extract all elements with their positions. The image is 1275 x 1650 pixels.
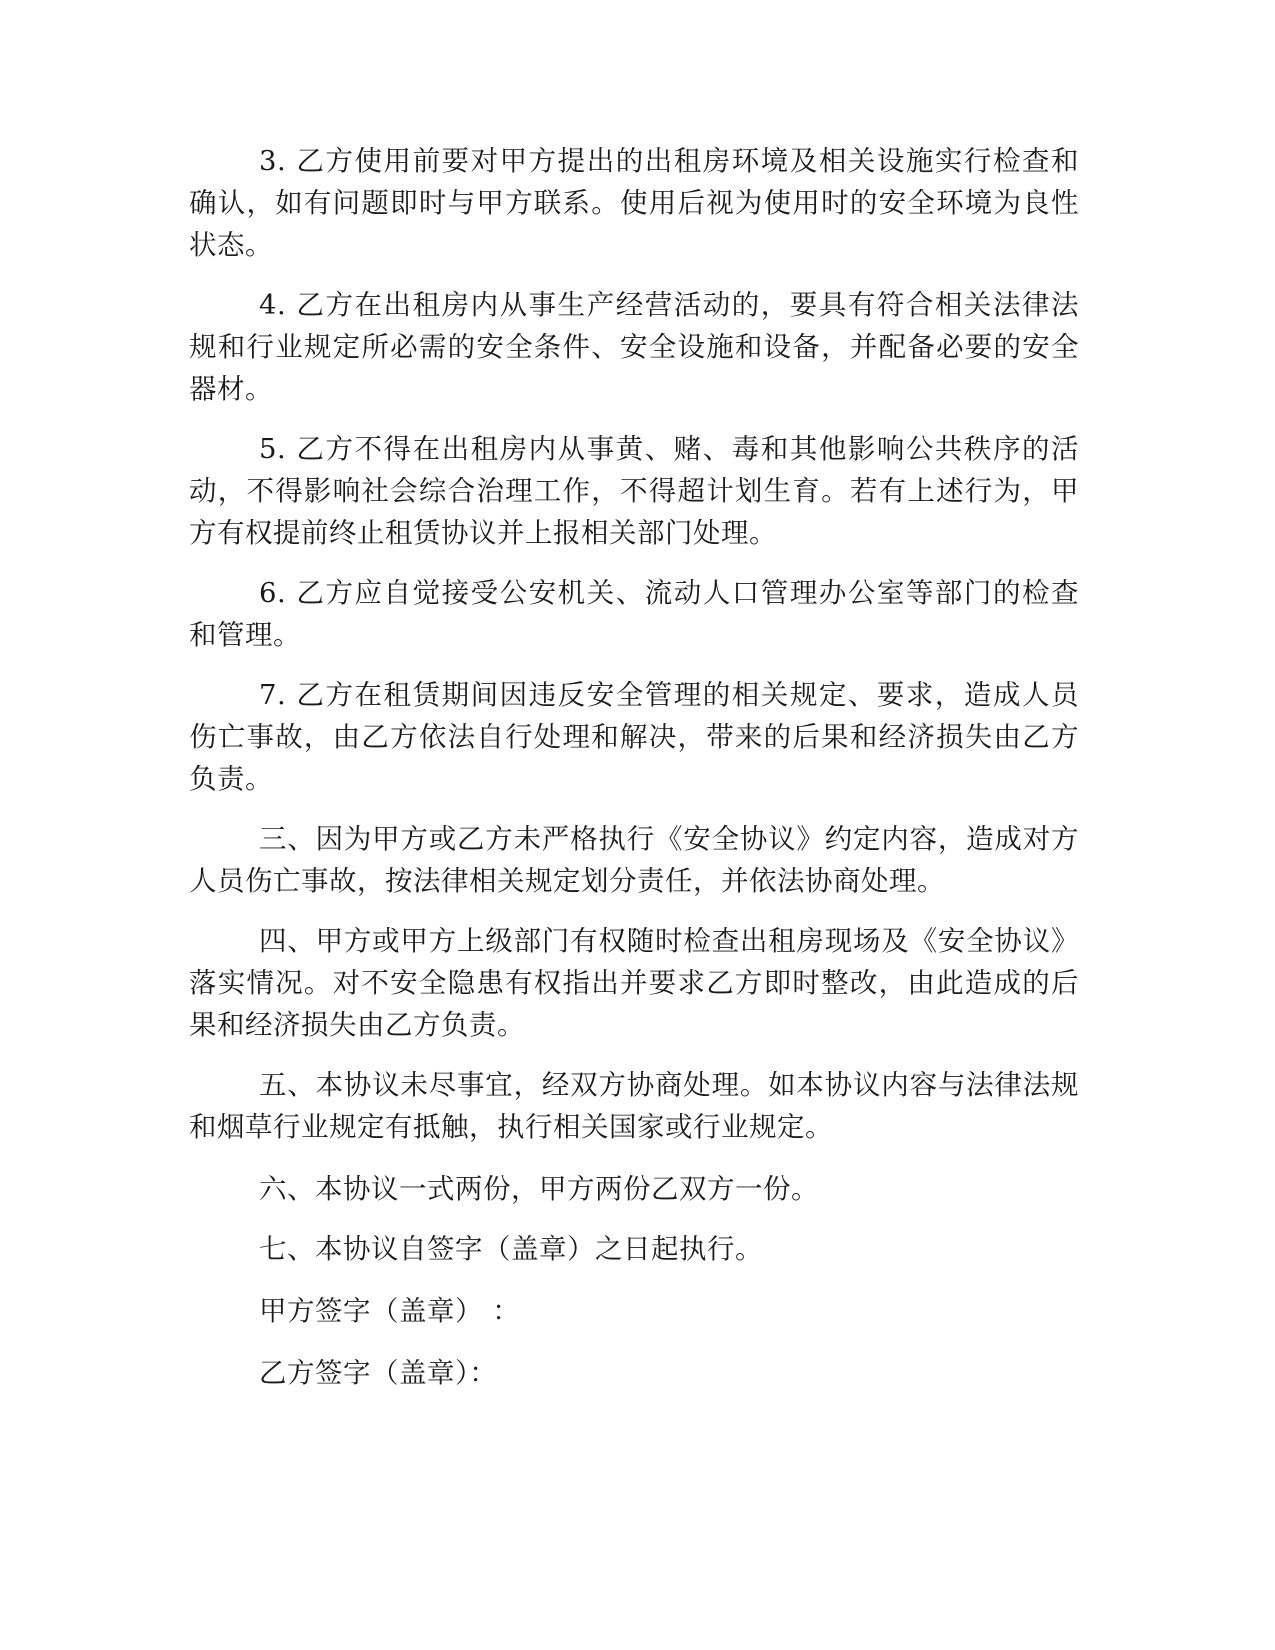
paragraph-section-6: 六、本协议一式两份，甲方两份乙双方一份。	[259, 1173, 819, 1205]
paragraph-section-4: 四、甲方或甲方上级部门有权随时检查出租房现场及《安全协议》落实情况。对不安全隐患有权指出并要求乙方即时整改，由此造成的后果和经济损失由乙方负责。	[189, 925, 1079, 1041]
party-a-signature-line: 甲方签字（盖章） ：	[259, 1295, 521, 1327]
paragraph-clause-4: 4. 乙方在出租房内从事生产经营活动的，要具有符合相关法律法规和行业规定所必需的安全条件、安全设施和设备，并配备必要的安全器材。	[189, 289, 1079, 405]
paragraph-section-5: 五、本协议未尽事宜，经双方协商处理。如本协议内容与法律法规和烟草行业规定有抵触，执行相关国家或行业规定。	[189, 1069, 1079, 1143]
paragraph-clause-6: 6. 乙方应自觉接受公安机关、流动人口管理办公室等部门的检查和管理。	[189, 577, 1079, 651]
paragraph-clause-5: 5. 乙方不得在出租房内从事黄、赌、毒和其他影响公共秩序的活动，不得影响社会综合治理工作，不得超计划生育。若有上述行为，甲方有权提前终止租赁协议并上报相关部门处理。	[189, 433, 1079, 549]
paragraph-section-3: 三、因为甲方或乙方未严格执行《安全协议》约定内容，造成对方人员伤亡事故，按法律相关规定划分责任，并依法协商处理。	[189, 823, 1079, 897]
party-b-signature-line: 乙方签字（盖章）：	[259, 1357, 498, 1389]
paragraph-clause-7: 7. 乙方在租赁期间因违反安全管理的相关规定、要求，造成人员伤亡事故，由乙方依法自行处理和解决，带来的后果和经济损失由乙方负责。	[189, 679, 1079, 795]
paragraph-clause-3: 3. 乙方使用前要对甲方提出的出租房环境及相关设施实行检查和确认，如有问题即时与甲方联系。使用后视为使用时的安全环境为良性状态。	[189, 145, 1079, 261]
paragraph-section-7: 七、本协议自签字（盖章）之日起执行。	[259, 1233, 763, 1265]
